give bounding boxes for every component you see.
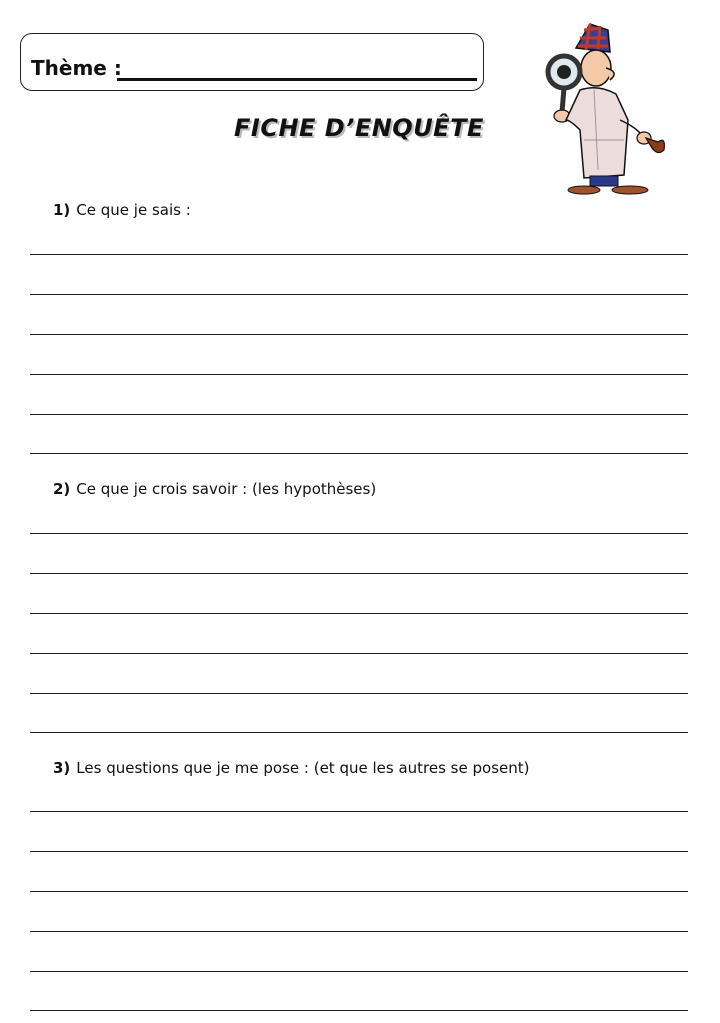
answer-line[interactable] — [30, 851, 688, 852]
theme-label: Thème : — [31, 56, 122, 80]
section-1-number: 1) — [53, 201, 71, 219]
section-3-text: Les questions que je me pose : (et que les autres se posent) — [76, 759, 530, 777]
answer-line[interactable] — [30, 931, 688, 932]
answer-line[interactable] — [30, 453, 688, 454]
answer-line[interactable] — [30, 653, 688, 654]
answer-line[interactable] — [30, 254, 688, 255]
section-1-label — [53, 201, 191, 219]
theme-box — [20, 33, 484, 91]
answer-line[interactable] — [30, 573, 688, 574]
answer-line[interactable] — [30, 374, 688, 375]
answer-line[interactable] — [30, 613, 688, 614]
answer-line[interactable] — [30, 533, 688, 534]
answer-line[interactable] — [30, 891, 688, 892]
answer-line[interactable] — [30, 971, 688, 972]
section-2-label — [53, 480, 376, 498]
theme-answer-line[interactable] — [117, 78, 477, 81]
answer-line[interactable] — [30, 732, 688, 733]
detective-with-magnifier-icon — [540, 20, 675, 195]
answer-line[interactable] — [30, 294, 688, 295]
page-title: FICHE D’ENQUÊTE — [234, 114, 484, 142]
section-2-number: 2) — [53, 480, 71, 498]
section-2-text: Ce que je crois savoir : (les hypothèses) — [76, 480, 377, 498]
answer-line[interactable] — [30, 1010, 688, 1011]
answer-line[interactable] — [30, 693, 688, 694]
answer-line[interactable] — [30, 334, 688, 335]
section-1-text: Ce que je sais : — [76, 201, 191, 219]
answer-line[interactable] — [30, 414, 688, 415]
section-3-number: 3) — [53, 759, 71, 777]
section-3-label — [53, 759, 529, 777]
answer-line[interactable] — [30, 811, 688, 812]
